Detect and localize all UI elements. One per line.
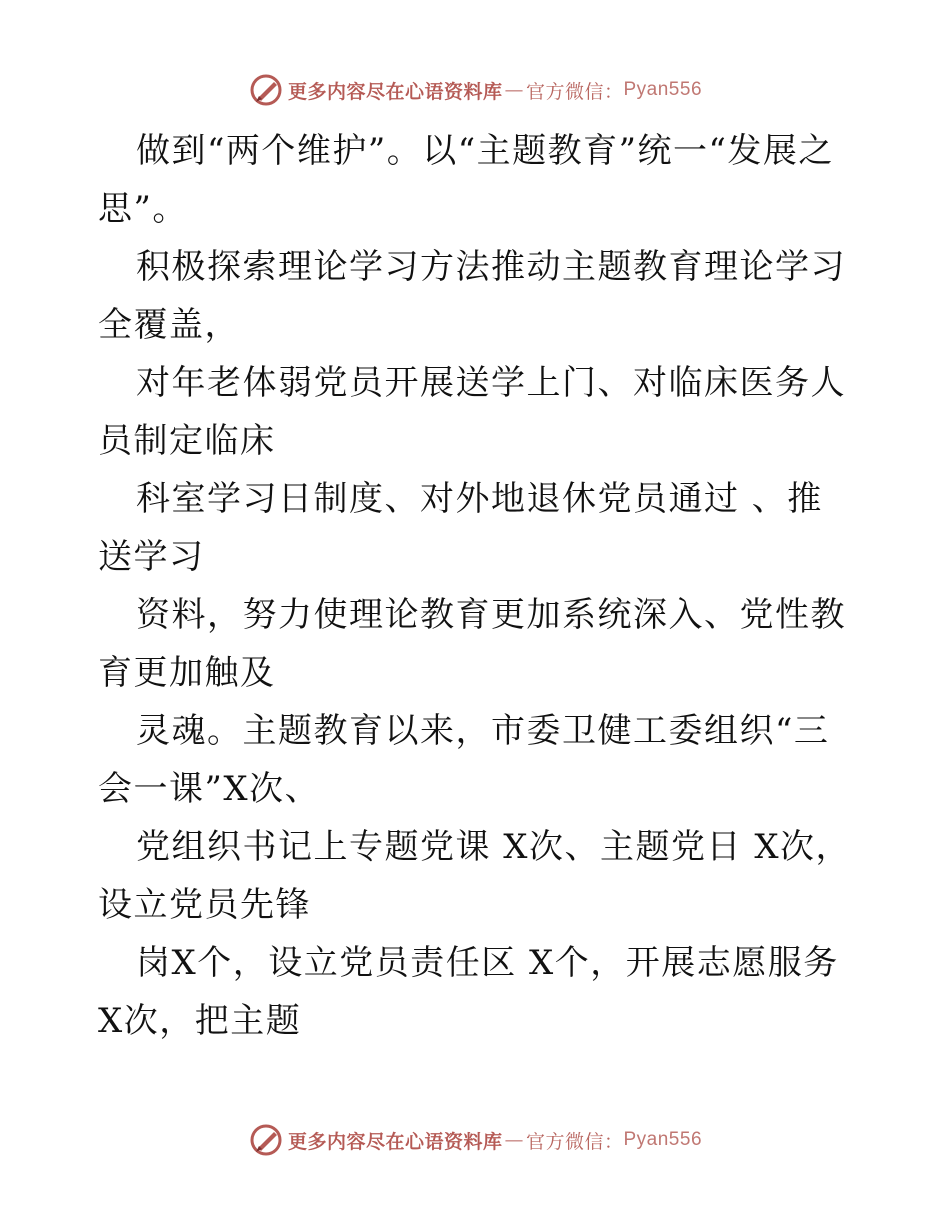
paragraph: 岗X个，设立党员责任区 X个，开展志愿服务 X次，把主题 bbox=[98, 943, 852, 1041]
paragraph: 做到“两个维护”。以“主题教育”统一“发展之思”。 bbox=[98, 131, 834, 229]
banner-wechat-id: Pyan556 bbox=[623, 79, 703, 100]
banner-title: 更多内容尽在心语资料库 bbox=[287, 80, 503, 103]
paragraph: 积极探索理论学习方法推动主题教育理论学习全覆盖， bbox=[98, 247, 846, 345]
pen-logo-icon bbox=[248, 1122, 284, 1158]
banner-wechat-label: 官方微信： bbox=[525, 80, 624, 103]
banner-dash: — bbox=[504, 79, 524, 101]
paragraph: 科室学习日制度、对外地退休党员通过 、推送学习 bbox=[98, 479, 823, 577]
paragraph: 对年老体弱党员开展送学上门、对临床医务人员制定临床 bbox=[98, 363, 846, 461]
footer-banner bbox=[0, 1120, 950, 1160]
header-banner bbox=[0, 70, 950, 110]
paragraph: 资料，努力使理论教育更加系统深入、党性教育更加触及 bbox=[98, 595, 846, 693]
pen-logo-icon bbox=[248, 72, 284, 108]
banner-wechat-id: Pyan556 bbox=[623, 1129, 703, 1150]
document-body bbox=[98, 122, 858, 1050]
banner-wechat-label: 官方微信： bbox=[525, 1130, 624, 1153]
paragraph: 灵魂。主题教育以来，市委卫健工委组织“三会一课”X次、 bbox=[98, 711, 830, 809]
paragraph: 党组织书记上专题党课 X次、主题党日 X次，设立党员先锋 bbox=[98, 827, 852, 925]
banner-title: 更多内容尽在心语资料库 bbox=[287, 1130, 503, 1153]
banner-dash: — bbox=[504, 1129, 524, 1151]
